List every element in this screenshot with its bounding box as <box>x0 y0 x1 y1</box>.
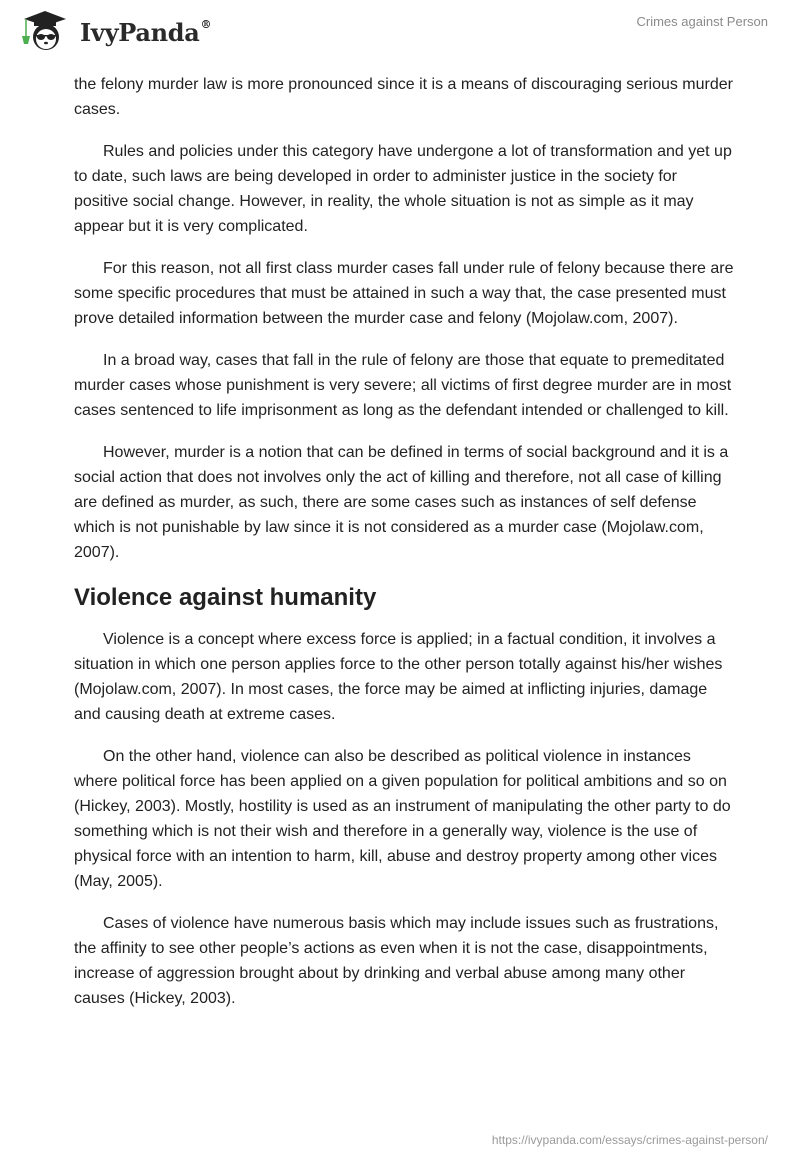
paragraph: Violence is a concept where excess force is applied; in a factual condition, it involves a situation in which one person applies force to the other person totally against his/her wishes (Mojolaw.com, 2007). In most cases, the force may be aimed at inflicting injuries, damage and causing death at extreme cases. <box>74 631 723 723</box>
paragraph: Rules and policies under this category have undergone a lot of transformation and yet up to date, such laws are being developed in order to administer justice in the society for positive social change. However, in reality, the whole situation is not as simple as it may appear but it is very complicated. <box>74 143 732 235</box>
source-url[interactable]: https://ivypanda.com/essays/crimes-against-person/ <box>491 1133 768 1147</box>
ivypanda-logo[interactable] <box>18 8 211 52</box>
paragraph: the felony murder law is more pronounced since it is a means of discouraging serious murder cases. <box>74 76 733 118</box>
paragraph: On the other hand, violence can also be described as political violence in instances where political force has been applied on a given population for political ambitions and so on (Hickey, 2003). Mostly, hostility is used as an instrument of manipulating the other party to do something which is not their wish and therefore in a generally way, violence is the use of physical force with an intention to harm, kill, abuse and destroy property among other vices (May, 2005). <box>74 748 731 890</box>
essay-body <box>74 72 734 1028</box>
paragraph: In a broad way, cases that fall in the rule of felony are those that equate to premeditated murder cases whose punishment is very severe; all victims of first degree murder are in most cases sentenced to life imprisonment as long as the defendant intended or challenged to kill. <box>74 352 732 419</box>
section-heading: Violence against humanity <box>74 584 377 611</box>
paragraph: However, murder is a notion that can be defined in terms of social background and it is a social action that does not involves only the act of killing and therefore, not all case of killing are defined as murder, as such, there are some cases such as instances of self defense which is not punishable by law since it is not considered as a murder case (Mojolaw.com, 2007). <box>74 444 729 561</box>
paragraph: Cases of violence have numerous basis which may include issues such as frustrations, the affinity to see other people’s actions as even when it is not the case, disappointments, increase of aggression brought about by drinking and verbal abuse among many other causes (Hickey, 2003). <box>74 915 719 1007</box>
brand-name: IvyPanda® <box>80 17 212 47</box>
document-title: Crimes against Person <box>636 14 768 29</box>
paragraph: For this reason, not all first class murder cases fall under rule of felony because there are some specific procedures that must be attained in such a way that, the case presented must prove detailed information between the murder case and felony (Mojolaw.com, 2007). <box>74 260 734 327</box>
page-header <box>0 0 800 60</box>
panda-graduation-cap-icon <box>18 8 70 52</box>
